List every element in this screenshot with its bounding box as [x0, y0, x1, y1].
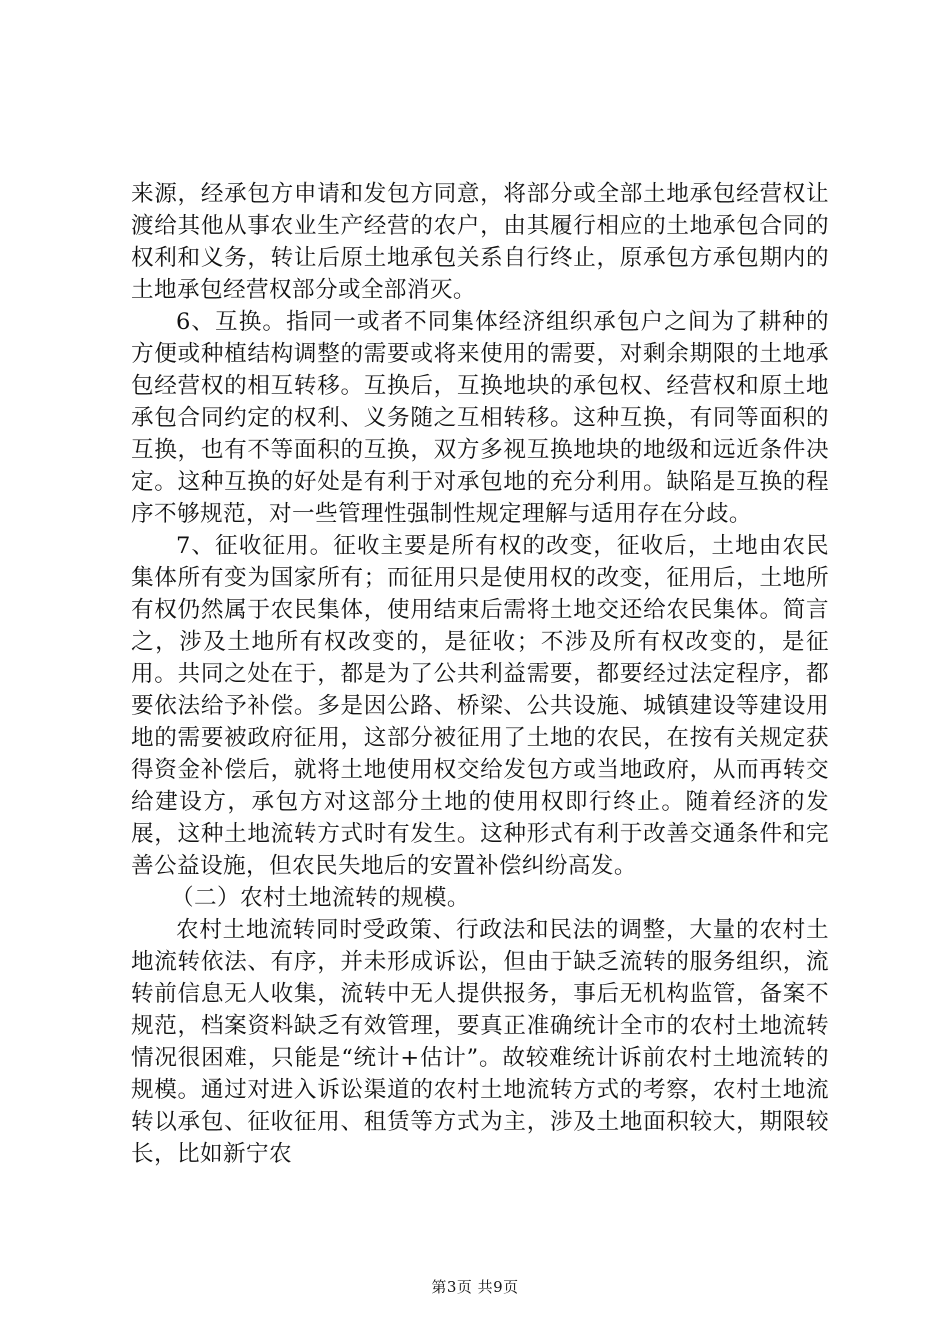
paragraph-scale: 农村土地流转同时受政策、行政法和民法的调整，大量的农村土地流转依法、有序，并未形成诉讼，但由于缺乏流转的服务组织，流转前信息无人收集，流转中无人提供报务，事后无机构监管，备案不规范，档案资料缺乏有效管理，要真正准确统计全市的农村土地流转情况很困难，只能是“统计+估计”。故较难统计诉前农村土地流转的规模。通过对进入诉讼渠道的农村土地流转方式的考察，农村土地流转以承包、征收征用、租赁等方式为主，涉及土地面积较大，期限较长，比如新宁农 — [131, 917, 829, 1167]
document-body — [131, 178, 829, 1170]
paragraph-expropriation: 7、征收征用。征收主要是所有权的改变，征收后，土地由农民集体所有变为国家所有；而征用只是使用权的改变，征用后，土地所有权仍然属于农民集体，使用结束后需将土地交还给农民集体。简言之，涉及土地所有权改变的，是征收；不涉及所有权改变的，是征用。共同之处在于，都是为了公共利益需要，都要经过法定程序，都要依法给予补偿。多是因公路、桥梁、公共设施、城镇建设等建设用地的需要被政府征用，这部分被征用了土地的农民，在按有关规定获得资金补偿后，就将土地使用权交给发包方或当地政府，从而再转交给建设方，承包方对这部分土地的使用权即行终止。随着经济的发展，这种土地流转方式时有发生。这种形式有利于改善交通条件和完善公益设施，但农民失地后的安置补偿纠纷高发。 — [131, 533, 829, 879]
paragraph-continuation: 来源，经承包方申请和发包方同意，将部分或全部土地承包经营权让渡给其他从事农业生产经营的农户，由其履行相应的土地承包合同的权利和义务，转让后原土地承包关系自行终止，原承包方承包期内的土地承包经营权部分或全部消灭。 — [131, 181, 829, 303]
section-heading-scale: （二）农村土地流转的规模。 — [171, 885, 470, 911]
paragraph-exchange: 6、互换。指同一或者不同集体经济组织承包户之间为了耕种的方便或种植结构调整的需要或将来使用的需要，对剩余期限的土地承包经营权的相互转移。互换后，互换地块的承包权、经营权和原土地承包合同约定的权利、义务随之互相转移。这种互换，有同等面积的互换，也有不等面积的互换，双方多视互换地块的地级和远近条件决定。这种互换的好处是有利于对承包地的充分利用。缺陷是互换的程序不够规范，对一些管理性强制性规定理解与适用存在分歧。 — [131, 309, 829, 527]
page-number-label: 第3页 共9页 — [431, 1278, 519, 1296]
page-footer — [0, 1277, 950, 1297]
